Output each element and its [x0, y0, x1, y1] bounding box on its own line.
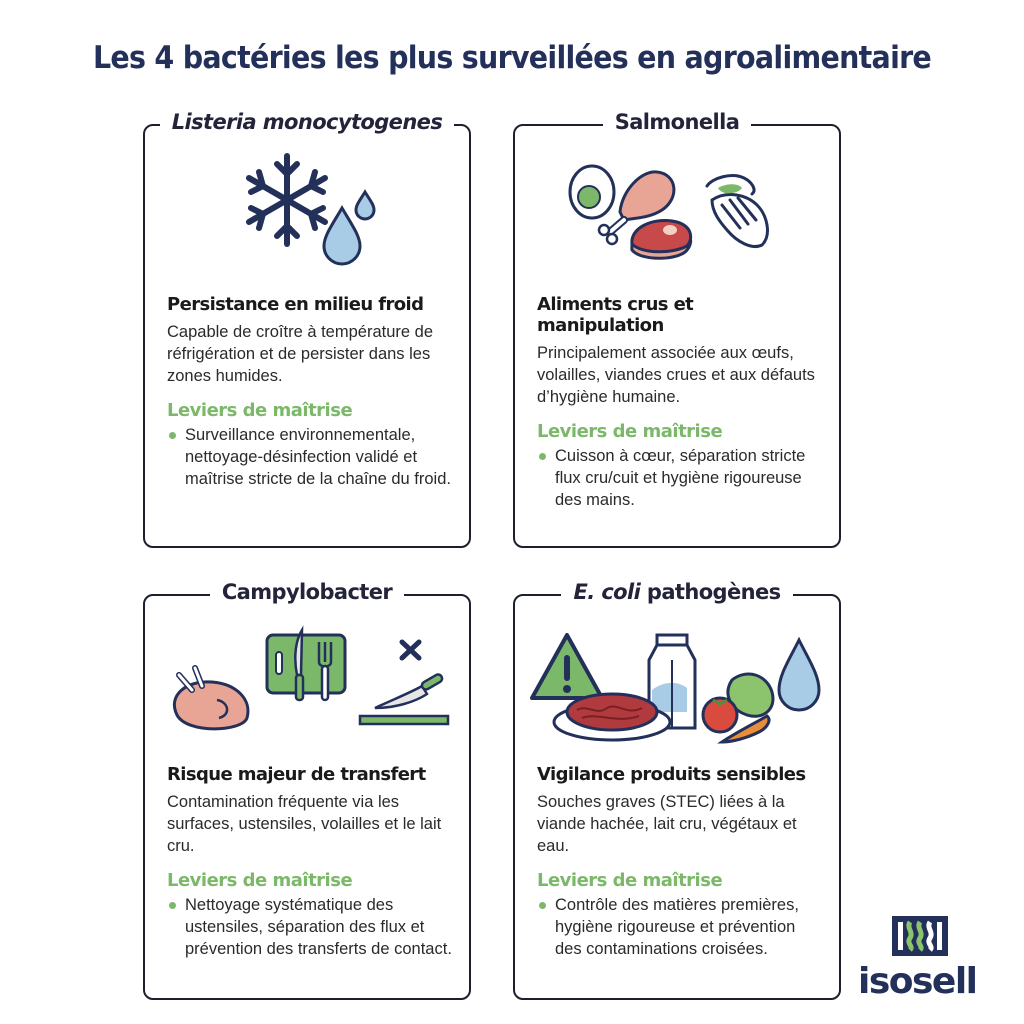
cross-icon: [402, 642, 419, 658]
card-description: Contamination fréquente via les surfaces, ustensiles, volailles et le lait cru.: [167, 793, 442, 855]
card-heading: Persistance en milieu froid: [167, 294, 424, 315]
card-salmonella: [513, 110, 841, 548]
card-campylobacter: [143, 580, 471, 1000]
levers-title: Leviers de maîtrise: [537, 870, 723, 891]
card-description: Souches graves (STEC) liées à la viande hachée, lait cru, végétaux et eau.: [537, 793, 797, 855]
illustration: [515, 150, 839, 270]
levers-item: Surveillance environnementale, nettoyage-désinfection validé et maîtrise stricte de la chaîne du froid.: [167, 424, 455, 490]
illustration: [145, 620, 469, 740]
warning-icon: [532, 635, 602, 698]
card-title: Salmonella: [515, 110, 839, 134]
bullet-icon: [169, 432, 176, 439]
illustration: [145, 150, 469, 270]
card-title: Listeria monocytogenes: [145, 110, 469, 134]
vegetables-icon: [703, 674, 773, 742]
bullet-icon: [169, 902, 176, 909]
levers-item: Nettoyage systématique des ustensiles, séparation des flux et prévention des transferts de contact.: [167, 894, 455, 960]
levers-title: Leviers de maîtrise: [537, 421, 723, 442]
levers-title: Leviers de maîtrise: [167, 400, 353, 421]
card-description: Principalement associée aux œufs, volailles, viandes crues et aux défauts d’hygiène humaine.: [537, 344, 815, 406]
levers-item: Contrôle des matières premières, hygiène rigoureuse et prévention des contaminations croisées.: [537, 894, 825, 960]
bullet-icon: [539, 902, 546, 909]
levers-title: Leviers de maîtrise: [167, 870, 353, 891]
egg-icon: [570, 166, 614, 218]
water-drop-icon: [324, 192, 374, 264]
illustration: [515, 620, 839, 740]
card-title: E. coli pathogènes: [515, 580, 839, 604]
card-title: Campylobacter: [145, 580, 469, 604]
water-drop-icon: [779, 640, 819, 710]
snowflake-icon: [249, 156, 325, 244]
card-heading: Aliments crus et manipulation: [537, 294, 694, 336]
logo-mark-icon: [892, 916, 948, 956]
steak-icon: [632, 220, 691, 258]
levers-item: Cuisson à cœur, séparation stricte flux cru/cuit et hygiène rigoureuse des mains.: [537, 445, 825, 511]
card-heading: Vigilance produits sensibles: [537, 764, 806, 785]
bullet-icon: [539, 453, 546, 460]
page-title: Les 4 bactéries les plus surveillées en agroalimentaire: [92, 40, 932, 76]
card-listeria: [143, 110, 471, 548]
raw-chicken-icon: [174, 668, 248, 729]
cutting-board-icon: [267, 630, 345, 700]
card-description: Capable de croître à température de réfrigération et de persister dans les zones humides.: [167, 323, 433, 385]
card-ecoli: [513, 580, 841, 1000]
card-heading: Risque majeur de transfert: [167, 764, 426, 785]
isosell-logo: [858, 916, 988, 1001]
knife-icon: [360, 673, 448, 724]
logo-text: isosell: [858, 961, 977, 1002]
hand-washing-icon: [707, 176, 767, 247]
